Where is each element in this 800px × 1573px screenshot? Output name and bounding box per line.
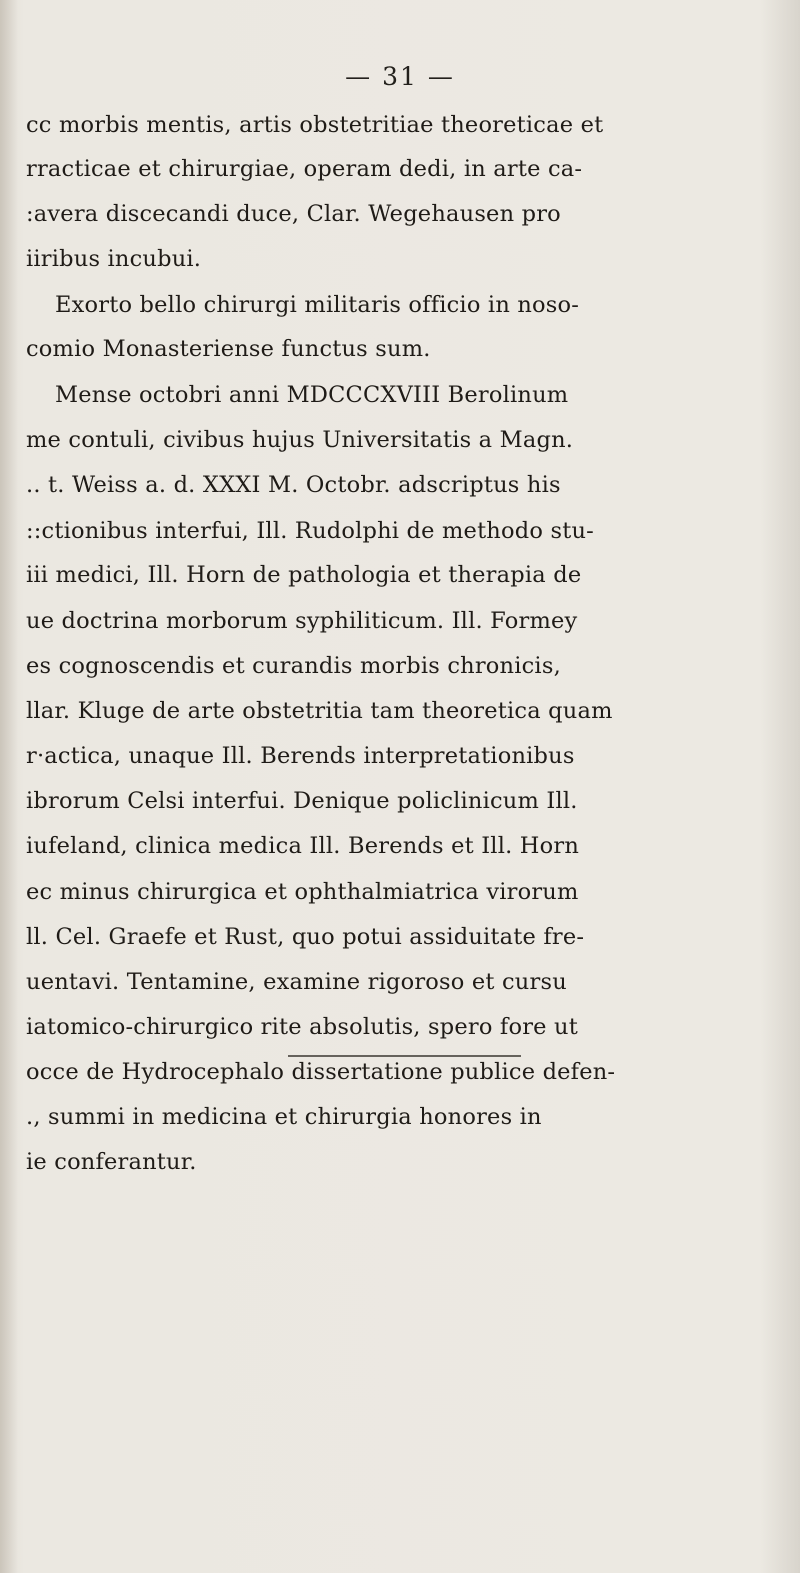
text-line: ie conferantur.	[26, 1149, 197, 1175]
text-line: :avera discecandi duce, Clar. Wegehausen pro	[26, 201, 561, 227]
text-line: iiribus incubui.	[26, 246, 202, 272]
text-line: ll. Cel. Graefe et Rust, quo potui assiduitate fre-	[26, 924, 585, 950]
binding-shadow	[0, 0, 18, 1573]
text-line: iatomico-chirurgico rite absolutis, spero fore ut	[26, 1014, 578, 1040]
text-line: rracticae et chirurgiae, operam dedi, in arte ca-	[26, 156, 583, 182]
text-line: .. t. Weiss a. d. XXXI M. Octobr. adscriptus his	[26, 472, 561, 498]
text-line: ibrorum Celsi interfui. Denique policlinicum Ill.	[26, 788, 578, 814]
text-line: ue doctrina morborum syphiliticum. Ill. Formey	[26, 608, 578, 634]
text-line: cc morbis mentis, artis obstetritiae theoreticae et	[26, 112, 604, 138]
text-line: ., summi in medicina et chirurgia honores in	[26, 1104, 542, 1130]
text-line: Mense octobri anni MDCCCXVIII Berolinum	[55, 382, 569, 408]
text-line: es cognoscendis et curandis morbis chronicis,	[26, 653, 561, 679]
text-line: me contuli, civibus hujus Universitatis a Magn.	[26, 427, 574, 453]
text-line: iii medici, Ill. Horn de pathologia et therapia de	[26, 562, 582, 588]
text-line: ::ctionibus interfui, Ill. Rudolphi de methodo stu-	[26, 518, 594, 544]
text-line: Exorto bello chirurgi militaris officio in noso-	[55, 292, 580, 318]
text-line: uentavi. Tentamine, examine rigoroso et cursu	[26, 969, 567, 995]
text-line: comio Monasteriense functus sum.	[26, 336, 431, 362]
text-line: llar. Kluge de arte obstetritia tam theoretica quam	[26, 698, 613, 724]
text-line: iufeland, clinica medica Ill. Berends et Ill. Horn	[26, 833, 580, 859]
text-line: r·actica, unaque Ill. Berends interpretationibus	[26, 743, 575, 769]
page-number: — 31 —	[345, 62, 455, 91]
text-line: ec minus chirurgica et ophthalmiatrica virorum	[26, 879, 579, 905]
section-divider	[288, 1055, 521, 1057]
text-line: occe de Hydrocephalo dissertatione publice defen-	[26, 1059, 616, 1085]
